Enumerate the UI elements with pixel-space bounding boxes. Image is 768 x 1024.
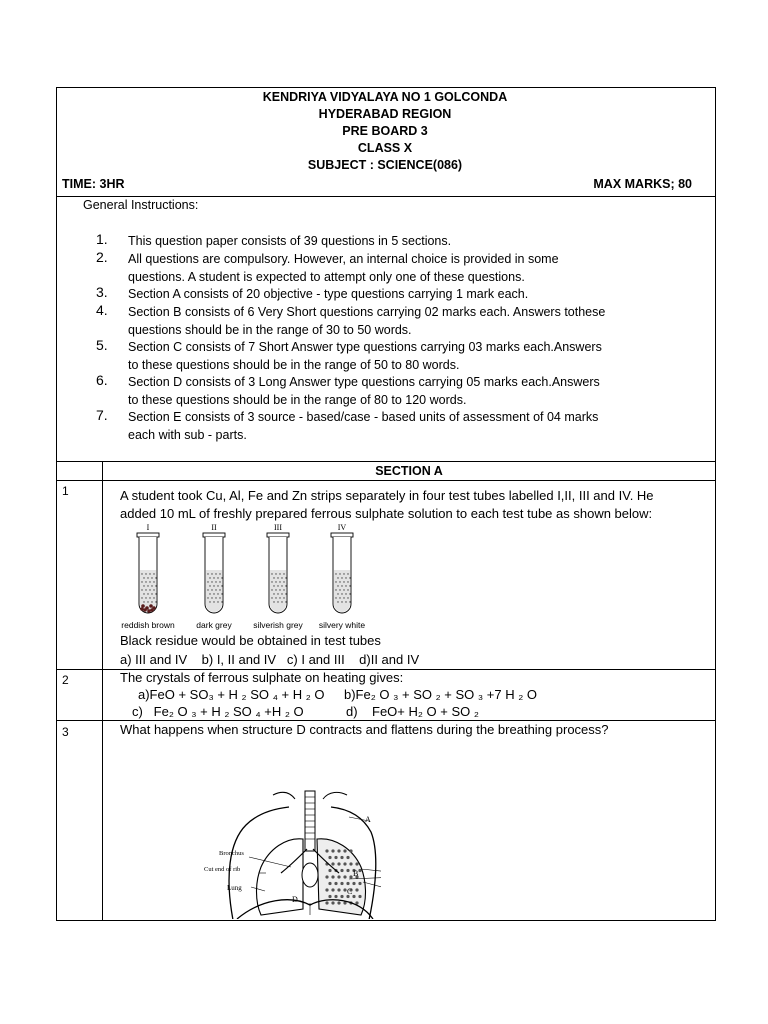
solution-dot <box>151 577 152 578</box>
solution-dot <box>153 573 154 574</box>
residue <box>150 608 154 612</box>
solution-dot <box>271 597 272 598</box>
alveolus <box>343 849 346 852</box>
q2-option-c: c) Fe₂ O ₃ + H ₂ SO ₄ +H ₂ O <box>132 704 304 719</box>
alveolus <box>328 856 331 859</box>
alveolus <box>328 882 331 885</box>
subject-name: SUBJECT : SCIENCE(086) <box>307 158 463 172</box>
solution <box>334 570 350 612</box>
instruction-text: to these questions should be in the range of 80 to 120 words. <box>128 392 467 407</box>
solution-dot <box>213 593 214 594</box>
instruction-text: Section B consists of 6 Very Short questions carrying 02 marks each. Answers tothese <box>128 305 606 319</box>
solution-dot <box>275 573 276 574</box>
solution-dot <box>211 589 212 590</box>
instruction-text: Section A consists of 20 objective - type questions carrying 1 mark each. <box>128 287 529 301</box>
instruction-text: This question paper consists of 39 questions in 5 sections. <box>128 234 452 248</box>
alveolus <box>337 875 340 878</box>
instruction-number: 6. <box>96 372 108 388</box>
solution-dot <box>145 573 146 574</box>
solution-dot <box>213 601 214 602</box>
solution-dot <box>207 589 208 590</box>
alveolus <box>334 882 337 885</box>
alveolus <box>346 856 349 859</box>
residue <box>149 604 153 608</box>
alveolus <box>340 895 343 898</box>
solution-dot <box>221 585 222 586</box>
solution-dot <box>147 601 148 602</box>
table-divider <box>56 720 716 721</box>
solution-dot <box>219 589 220 590</box>
alveolus <box>358 882 361 885</box>
solution-dot <box>209 601 210 602</box>
q3-text: What happens when structure D contracts and flattens during the breathing process? <box>120 722 609 737</box>
alveolus <box>358 869 361 872</box>
solution-dot <box>209 585 210 586</box>
solution-dot <box>143 593 144 594</box>
solution-dot <box>155 593 156 594</box>
alveolus <box>331 901 334 904</box>
solution-dot <box>153 581 154 582</box>
alveolus <box>340 856 343 859</box>
solution-dot <box>213 577 214 578</box>
solution-dot <box>215 589 216 590</box>
solution-dot <box>153 597 154 598</box>
solution-dot <box>343 573 344 574</box>
alveolus <box>346 869 349 872</box>
table-divider <box>102 461 103 921</box>
solution-dot <box>151 585 152 586</box>
alveolus <box>340 882 343 885</box>
solution-dot <box>143 577 144 578</box>
diagram-label-c: C <box>347 887 353 896</box>
alveolus <box>331 862 334 865</box>
alveolus <box>352 882 355 885</box>
question-number: 2 <box>62 673 69 687</box>
alveolus <box>349 862 352 865</box>
instruction-number: 4. <box>96 302 108 318</box>
tube-rim <box>203 533 225 537</box>
school-name: KENDRIYA VIDYALAYA NO 1 GOLCONDA <box>262 90 508 104</box>
solution-dot <box>285 601 286 602</box>
solution-dot <box>211 597 212 598</box>
tube-rim <box>331 533 353 537</box>
alveolus <box>328 869 331 872</box>
solution-dot <box>207 581 208 582</box>
solution-dot <box>145 589 146 590</box>
solution-dot <box>275 597 276 598</box>
test-tubes-figure <box>118 524 388 632</box>
alveolus <box>352 895 355 898</box>
solution-dot <box>211 573 212 574</box>
alveolus <box>343 862 346 865</box>
solution-dot <box>341 601 342 602</box>
solution-dot <box>155 577 156 578</box>
solution-dot <box>349 593 350 594</box>
alveolus <box>340 869 343 872</box>
alveolus <box>325 901 328 904</box>
alveolus <box>358 895 361 898</box>
alveolus <box>331 888 334 891</box>
solution-dot <box>337 585 338 586</box>
test-tube <box>319 524 366 630</box>
solution-dot <box>277 593 278 594</box>
instruction-number: 2. <box>96 249 108 265</box>
q1-options: a) III and IV b) I, II and IV c) I and III d)II and IV <box>120 652 420 667</box>
solution-dot <box>347 589 348 590</box>
solution-dot <box>217 593 218 594</box>
residue <box>140 607 144 611</box>
solution-dot <box>279 581 280 582</box>
solution-dot <box>215 581 216 582</box>
solution-dot <box>147 593 148 594</box>
q2-option-b: b)Fe₂ O ₃ + SO ₂ + SO ₃ +7 H ₂ O <box>344 687 537 702</box>
diagram-label-rib: Cut end of rib <box>204 866 241 873</box>
table-divider <box>56 480 716 481</box>
alveolus <box>325 875 328 878</box>
solution-dot <box>273 593 274 594</box>
solution-dot <box>271 589 272 590</box>
solution-dot <box>283 581 284 582</box>
solution-dot <box>341 585 342 586</box>
instruction-text: questions should be in the range of 30 to 50 words. <box>128 322 412 337</box>
solution-dot <box>143 585 144 586</box>
diagram-label-lung: Lung <box>227 884 242 892</box>
solution-dot <box>219 581 220 582</box>
solution-dot <box>283 589 284 590</box>
test-tube <box>196 524 232 630</box>
instruction-number: 5. <box>96 337 108 353</box>
solution-dot <box>349 577 350 578</box>
instructions-heading: General Instructions: <box>83 198 199 212</box>
solution-dot <box>339 597 340 598</box>
solution-dot <box>155 585 156 586</box>
test-tube <box>121 524 175 630</box>
solution-dot <box>217 601 218 602</box>
solution-dot <box>149 597 150 598</box>
time-label: TIME: 3HR <box>62 177 125 191</box>
alveolus <box>334 895 337 898</box>
solution-dot <box>337 577 338 578</box>
tube-caption: dark grey <box>196 620 232 630</box>
question-number: 3 <box>62 725 69 739</box>
solution-dot <box>219 597 220 598</box>
solution-dot <box>345 577 346 578</box>
q1-text-line1: A student took Cu, Al, Fe and Zn strips separately in four test tubes labelled I,II, III and IV. He <box>120 488 654 503</box>
shoulder-line <box>273 792 347 799</box>
alveolus <box>325 888 328 891</box>
solution-dot <box>339 573 340 574</box>
region-name: HYDERABAD REGION <box>318 107 452 121</box>
solution-dot <box>277 577 278 578</box>
instruction-text: Section C consists of 7 Short Answer type questions carrying 03 marks each.Answers <box>128 340 602 354</box>
alveolus <box>346 882 349 885</box>
solution-dot <box>155 601 156 602</box>
solution-dot <box>285 593 286 594</box>
instruction-text: each with sub - parts. <box>128 427 247 442</box>
alveolus <box>349 849 352 852</box>
instruction-number: 7. <box>96 407 108 423</box>
test-tube <box>253 524 303 630</box>
instruction-number: 3. <box>96 284 108 300</box>
solution-dot <box>215 573 216 574</box>
solution-dot <box>345 601 346 602</box>
alveolus <box>325 849 328 852</box>
solution-dot <box>345 585 346 586</box>
solution-dot <box>275 581 276 582</box>
exam-name: PRE BOARD 3 <box>342 124 428 138</box>
question-paper <box>56 87 716 921</box>
q1-question: Black residue would be obtained in test tubes <box>120 633 381 648</box>
solution-dot <box>277 601 278 602</box>
solution-dot <box>279 589 280 590</box>
alveolus <box>337 888 340 891</box>
solution-dot <box>285 577 286 578</box>
q1-text-line2: added 10 mL of freshly prepared ferrous sulphate solution to each test tube as shown below: <box>120 506 653 521</box>
solution-dot <box>209 577 210 578</box>
solution-dot <box>273 585 274 586</box>
class-name: CLASS X <box>357 141 413 155</box>
solution-dot <box>339 589 340 590</box>
tube-label: III <box>274 524 282 532</box>
alveolus <box>328 895 331 898</box>
solution-dot <box>281 577 282 578</box>
solution-dot <box>347 573 348 574</box>
solution-dot <box>271 573 272 574</box>
solution-dot <box>335 597 336 598</box>
alveolus <box>331 875 334 878</box>
solution-dot <box>335 573 336 574</box>
solution-dot <box>147 585 148 586</box>
question-number: 1 <box>62 484 69 498</box>
solution-dot <box>207 573 208 574</box>
solution-dot <box>343 581 344 582</box>
diagram-label-bronchus: Bronchus <box>219 850 244 857</box>
solution-dot <box>343 589 344 590</box>
q2-option-d: d) FeO+ H₂ O + SO ₂ <box>346 704 479 719</box>
solution-dot <box>149 589 150 590</box>
q2-option-a: a)FeO + SO₃ + H ₂ SO ₄ + H ₂ O <box>138 687 325 702</box>
solution-dot <box>149 573 150 574</box>
solution-dot <box>347 597 348 598</box>
solution-dot <box>285 585 286 586</box>
solution-dot <box>213 585 214 586</box>
tube-label: IV <box>337 524 347 532</box>
solution-dot <box>277 585 278 586</box>
solution-dot <box>217 585 218 586</box>
solution-dot <box>335 589 336 590</box>
solution-dot <box>349 601 350 602</box>
solution-dot <box>281 593 282 594</box>
solution-dot <box>141 589 142 590</box>
alveolus <box>331 849 334 852</box>
solution-dot <box>151 601 152 602</box>
q2-text: The crystals of ferrous sulphate on heating gives: <box>120 670 404 685</box>
instruction-text: Section E consists of 3 source - based/case - based units of assessment of 04 marks <box>128 410 599 424</box>
solution-dot <box>349 585 350 586</box>
solution-dot <box>343 597 344 598</box>
diagram-label-d: D <box>292 895 298 904</box>
tube-label: I <box>146 524 150 532</box>
solution <box>206 570 222 612</box>
tube-caption: silverish grey <box>253 620 303 630</box>
solution-dot <box>337 601 338 602</box>
solution-dot <box>143 601 144 602</box>
alveolus <box>337 862 340 865</box>
section-a-title: SECTION A <box>375 464 443 478</box>
solution-dot <box>141 573 142 574</box>
tube-caption: reddish brown <box>121 620 175 630</box>
tube-rim <box>267 533 289 537</box>
instruction-text: questions. A student is expected to attempt only one of these questions. <box>128 269 525 284</box>
solution-dot <box>347 581 348 582</box>
alveolus <box>343 875 346 878</box>
instruction-text: to these questions should be in the range of 50 to 80 words. <box>128 357 460 372</box>
alveolus <box>355 888 358 891</box>
solution-dot <box>283 573 284 574</box>
max-marks-label: MAX MARKS; 80 <box>593 177 692 191</box>
solution-dot <box>151 593 152 594</box>
instruction-number: 1. <box>96 231 108 247</box>
tube-rim <box>137 533 159 537</box>
diagram-label-a: A <box>365 815 371 824</box>
alveolus <box>337 901 340 904</box>
solution-dot <box>335 581 336 582</box>
alveolus <box>355 862 358 865</box>
instruction-text: Section D consists of 3 Long Answer type questions carrying 05 marks each.Answers <box>128 375 600 389</box>
solution-dot <box>149 581 150 582</box>
solution-dot <box>217 577 218 578</box>
solution-dot <box>273 601 274 602</box>
solution-dot <box>145 581 146 582</box>
solution-dot <box>279 597 280 598</box>
diagram-label-b: B <box>353 869 359 878</box>
alveolus <box>337 849 340 852</box>
solution-dot <box>273 577 274 578</box>
solution <box>270 570 286 612</box>
solution-dot <box>221 593 222 594</box>
solution-dot <box>145 597 146 598</box>
solution-dot <box>345 593 346 594</box>
solution-dot <box>279 573 280 574</box>
instruction-text: All questions are compulsory. However, an internal choice is provided in some <box>128 252 559 266</box>
solution-dot <box>283 597 284 598</box>
solution-dot <box>281 585 282 586</box>
solution-dot <box>215 597 216 598</box>
solution-dot <box>209 593 210 594</box>
solution-dot <box>341 577 342 578</box>
solution-dot <box>221 577 222 578</box>
solution-dot <box>339 581 340 582</box>
solution-dot <box>207 597 208 598</box>
tube-caption: silvery white <box>318 620 366 630</box>
tube-label: II <box>211 524 217 532</box>
solution-dot <box>337 593 338 594</box>
solution-dot <box>221 601 222 602</box>
solution-dot <box>275 589 276 590</box>
solution-dot <box>211 581 212 582</box>
heart <box>302 863 318 887</box>
solution-dot <box>147 577 148 578</box>
solution-dot <box>281 601 282 602</box>
solution-dot <box>153 589 154 590</box>
solution-dot <box>141 581 142 582</box>
solution-dot <box>341 593 342 594</box>
solution-dot <box>219 573 220 574</box>
solution-dot <box>141 597 142 598</box>
solution-dot <box>271 581 272 582</box>
alveolus <box>334 856 337 859</box>
